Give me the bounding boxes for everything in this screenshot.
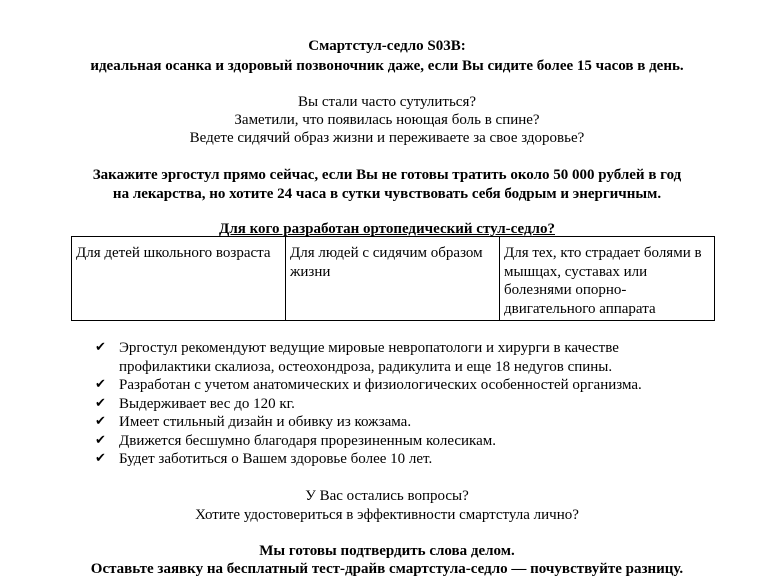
check-mark-icon: ✔ bbox=[95, 395, 106, 411]
list-item bbox=[0, 358, 774, 377]
closing-question: У Вас остались вопросы? bbox=[305, 488, 469, 504]
question-line: Ведете сидячий образ жизни и переживаете за свое здоровье? bbox=[189, 130, 585, 146]
list-item bbox=[0, 432, 774, 451]
list-item-text: Имеет стильный дизайн и обивку из кожзама. bbox=[119, 414, 412, 430]
check-mark-icon: ✔ bbox=[95, 377, 106, 392]
audience-heading: Для кого разработан ортопедический стул-седло? bbox=[219, 221, 555, 237]
list-item bbox=[0, 395, 774, 414]
list-item-text: Будет заботиться о Вашем здоровье более 10 лет. bbox=[119, 451, 433, 467]
check-mark-icon: ✔ bbox=[95, 451, 106, 466]
check-mark-icon: ✔ bbox=[95, 432, 106, 448]
audience-cell: Для людей с сидячим образом жизни bbox=[286, 237, 500, 321]
list-item-text: Движется бесшумно благодаря прорезиненным колесикам. bbox=[119, 432, 497, 449]
closing-question: Хотите удостовериться в эффективности смартстула лично? bbox=[195, 507, 579, 523]
list-item bbox=[0, 450, 774, 469]
product-title: Смартстул-седло S03B: bbox=[308, 38, 466, 54]
list-item bbox=[0, 413, 774, 432]
question-line: Вы стали часто сутулиться? bbox=[297, 94, 477, 110]
check-mark-icon: ✔ bbox=[95, 414, 106, 429]
offer-line: Закажите эргостул прямо сейчас, если Вы не готовы тратить около 50 000 рублей в год bbox=[92, 167, 682, 183]
list-item-text: профилактики скалиоза, остеохондроза, радикулита и еще 18 недугов спины. bbox=[119, 358, 613, 375]
check-mark-icon: ✔ bbox=[95, 340, 106, 355]
list-item bbox=[0, 376, 774, 395]
audience-cell: Для тех, кто страдает болями в мышцах, суставах или болезнями опорно-двигательного аппарата bbox=[500, 237, 715, 321]
list-item-text: Выдерживает вес до 120 кг. bbox=[119, 395, 295, 412]
audience-table bbox=[71, 236, 715, 321]
product-subtitle: идеальная осанка и здоровый позвоночник даже, если Вы сидите более 15 часов в день. bbox=[90, 58, 684, 74]
audience-cell: Для детей школьного возраста bbox=[72, 237, 286, 321]
list-item bbox=[0, 339, 774, 358]
list-item-text: Эргостул рекомендуют ведущие мировые невропатологи и хирурги в качестве bbox=[119, 340, 619, 356]
closing-cta: Мы готовы подтвердить слова делом. bbox=[259, 543, 515, 559]
table-row bbox=[72, 237, 715, 321]
list-item-text: Разработан с учетом анатомических и физиологических особенностей организма. bbox=[119, 377, 642, 393]
offer-line: на лекарства, но хотите 24 часа в сутки чувствовать себя бодрым и энергичным. bbox=[112, 186, 662, 202]
benefits-list bbox=[0, 339, 774, 469]
question-line: Заметили, что появилась ноющая боль в спине? bbox=[234, 112, 540, 128]
closing-cta: Оставьте заявку на бесплатный тест-драйв смартстула-седло — почувствуйте разницу. bbox=[90, 561, 684, 577]
